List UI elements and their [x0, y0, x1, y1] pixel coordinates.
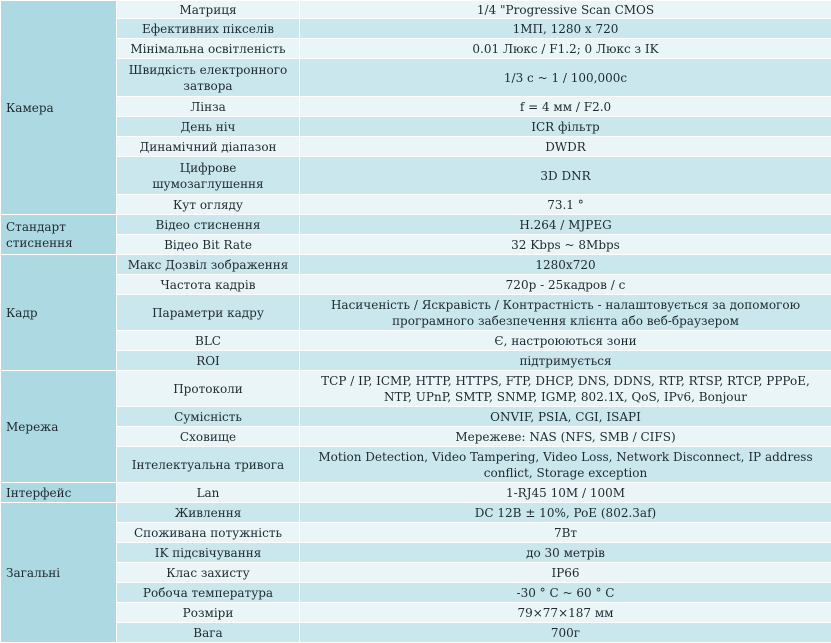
- param-value: 700г: [300, 623, 831, 643]
- param-value: 7Вт: [300, 523, 831, 543]
- table-row: [1, 195, 831, 215]
- param-name: Мінімальна освітленість: [117, 39, 300, 59]
- param-name: Відео Bit Rate: [117, 235, 300, 255]
- param-value: 1280x720: [300, 255, 831, 275]
- table-row: [1, 603, 831, 623]
- param-name: BLC: [117, 331, 300, 351]
- table-row: [1, 255, 831, 275]
- param-value: DC 12В ± 10%, PoE (802.3af): [300, 503, 831, 523]
- table-row: [1, 235, 831, 255]
- param-value: H.264 / MJPEG: [300, 215, 831, 235]
- table-row: [1, 563, 831, 583]
- param-value: 73.1 °: [300, 195, 831, 215]
- table-row: [1, 523, 831, 543]
- param-name: День ніч: [117, 117, 300, 137]
- param-name: Динамічний діапазон: [117, 137, 300, 157]
- table-row: [1, 543, 831, 563]
- param-name: Споживана потужність: [117, 523, 300, 543]
- table-row: [1, 215, 831, 235]
- param-name: Протоколи: [117, 371, 300, 407]
- param-value: DWDR: [300, 137, 831, 157]
- param-value: 32 Kbps ~ 8Mbps: [300, 235, 831, 255]
- table-row: [1, 623, 831, 643]
- group-label: Кадр: [1, 255, 117, 371]
- param-value: TCP / IP, ICMP, HTTP, HTTPS, FTP, DHCP, DNS, DDNS, RTP, RTSP, RTCP, PPPoE, NTP, UPnP, SMTP, SNMP, IGMP, 802.1X, QoS, IPv6, Bonjour: [300, 371, 831, 407]
- param-value: ICR фільтр: [300, 117, 831, 137]
- param-value: 1/4 "Progressive Scan CMOS: [300, 1, 831, 19]
- table-row: [1, 117, 831, 137]
- group-label: Камера: [1, 1, 117, 215]
- group-label: Загальні: [1, 503, 117, 643]
- param-name: Живлення: [117, 503, 300, 523]
- param-value: ONVIF, PSIA, CGI, ISAPI: [300, 407, 831, 427]
- param-name: Кут огляду: [117, 195, 300, 215]
- param-value: 1/3 с ~ 1 / 100,000с: [300, 59, 831, 97]
- param-name: ROI: [117, 351, 300, 371]
- param-value: 1-RJ45 10M / 100M: [300, 483, 831, 503]
- table-row: [1, 583, 831, 603]
- table-row: [1, 19, 831, 39]
- spec-table-body: [1, 1, 831, 643]
- group-label: Стандарт стиснення: [1, 215, 117, 255]
- param-name: Сховище: [117, 427, 300, 447]
- param-name: Інтелектуальна тривога: [117, 447, 300, 483]
- table-row: [1, 59, 831, 97]
- param-name: Робоча температура: [117, 583, 300, 603]
- table-row: [1, 331, 831, 351]
- param-value: Є, настроюються зони: [300, 331, 831, 351]
- table-row: [1, 407, 831, 427]
- param-value: Насиченість / Яскравість / Контрастність - налаштовується за допомогою програмного забезпечення клієнта або веб-браузером: [300, 295, 831, 331]
- table-row: [1, 137, 831, 157]
- table-row: [1, 503, 831, 523]
- table-row: [1, 1, 831, 19]
- param-name: Частота кадрів: [117, 275, 300, 295]
- table-row: [1, 483, 831, 503]
- param-value: 3D DNR: [300, 157, 831, 195]
- param-name: Лінза: [117, 97, 300, 117]
- table-row: [1, 427, 831, 447]
- param-name: Цифрове шумозаглушення: [117, 157, 300, 195]
- param-name: Сумісність: [117, 407, 300, 427]
- table-row: [1, 371, 831, 407]
- param-name: Відео стиснення: [117, 215, 300, 235]
- param-name: IK підсвічування: [117, 543, 300, 563]
- param-value: 720p - 25кадров / с: [300, 275, 831, 295]
- param-value: підтримується: [300, 351, 831, 371]
- param-name: Параметри кадру: [117, 295, 300, 331]
- table-row: [1, 97, 831, 117]
- table-row: [1, 351, 831, 371]
- param-value: 0.01 Люкс / F1.2; 0 Люкс з IK: [300, 39, 831, 59]
- param-name: Клас захисту: [117, 563, 300, 583]
- param-name: Матриця: [117, 1, 300, 19]
- table-row: [1, 39, 831, 59]
- param-name: Швидкість електронного затвора: [117, 59, 300, 97]
- table-row: [1, 447, 831, 483]
- param-value: Motion Detection, Video Tampering, Video Loss, Network Disconnect, IP address conflict, Storage exception: [300, 447, 831, 483]
- table-row: [1, 295, 831, 331]
- param-name: Ефективних пікселів: [117, 19, 300, 39]
- param-name: Lan: [117, 483, 300, 503]
- param-value: Мережеве: NAS (NFS, SMB / CIFS): [300, 427, 831, 447]
- param-value: IP66: [300, 563, 831, 583]
- param-name: Вага: [117, 623, 300, 643]
- group-label: Мережа: [1, 371, 117, 483]
- param-value: до 30 метрів: [300, 543, 831, 563]
- param-value: -30 ° C ~ 60 ° C: [300, 583, 831, 603]
- param-value: f = 4 мм / F2.0: [300, 97, 831, 117]
- param-value: 79×77×187 мм: [300, 603, 831, 623]
- group-label: Інтерфейс: [1, 483, 117, 503]
- param-name: Розміри: [117, 603, 300, 623]
- table-row: [1, 157, 831, 195]
- table-row: [1, 275, 831, 295]
- param-name: Макс Дозвіл зображення: [117, 255, 300, 275]
- param-value: 1МП, 1280 x 720: [300, 19, 831, 39]
